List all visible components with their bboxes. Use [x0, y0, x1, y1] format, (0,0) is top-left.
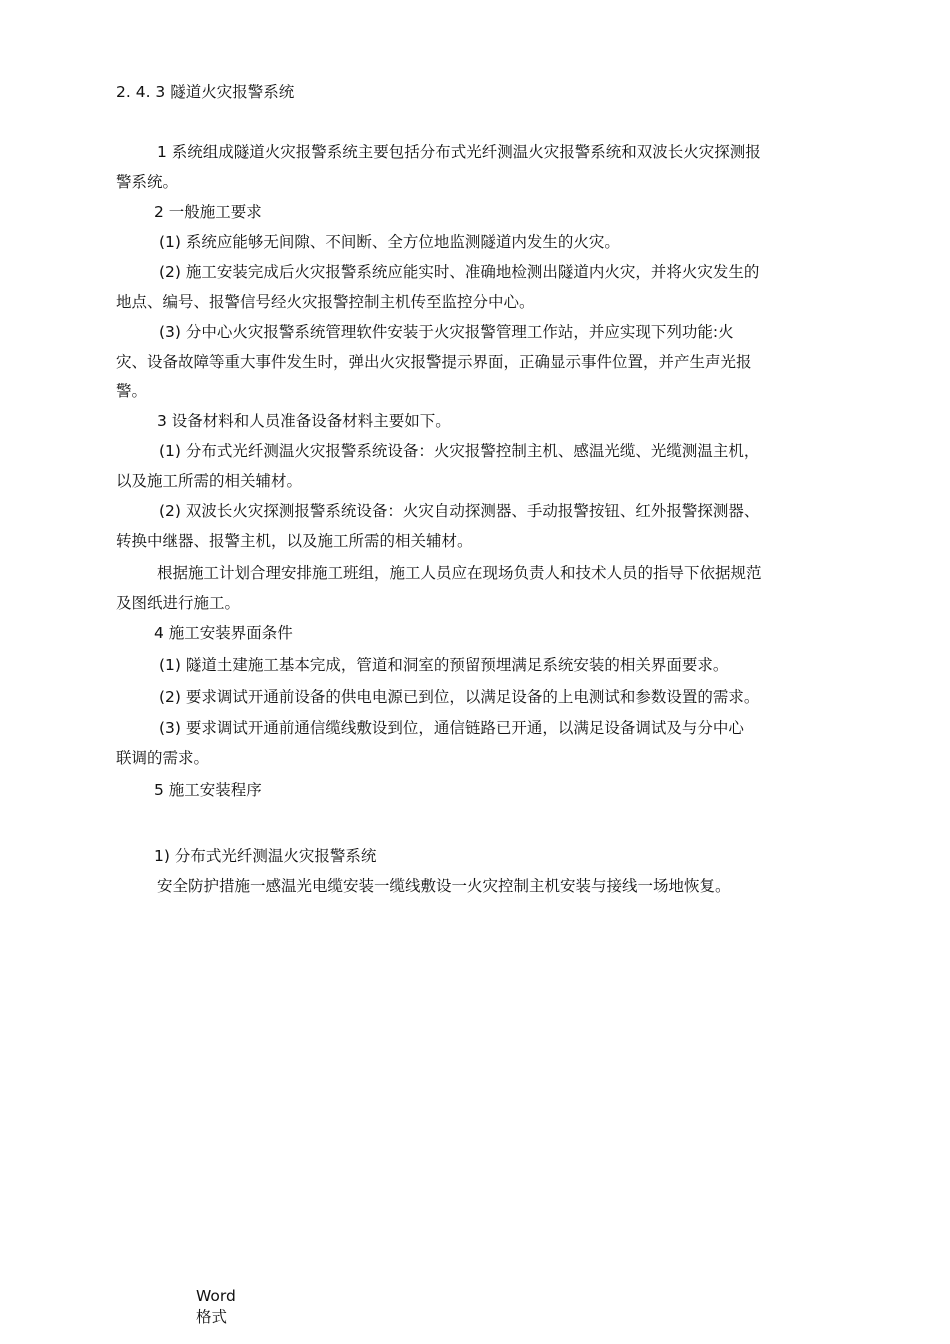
footer-label: Word 格式 [196, 1287, 236, 1326]
paragraph-line: 安全防护措施一感温光电缆安装一缆线敷设一火灾控制主机安装与接线一场地恢复。 [157, 877, 731, 895]
list-item: (2) 双波长火灾探测报警系统设备：火灾自动探测器、手动报警按钮、红外报警探测器、 [159, 502, 760, 520]
list-item: (2) 施工安装完成后火灾报警系统应能实时、准确地检测出隧道内火灾，并将火灾发生的 [159, 263, 760, 281]
list-item: (3) 要求调试开通前通信缆线敷设到位，通信链路已开通，以满足设备调试及与分中心 [159, 719, 744, 737]
list-item: (3) 分中心火灾报警系统管理软件安装于火灾报警管理工作站，并应实现下列功能:火 [159, 323, 734, 341]
paragraph-line: 及图纸进行施工。 [116, 594, 241, 612]
paragraph-line: 1 系统组成隧道火灾报警系统主要包括分布式光纤测温火灾报警系统和双波长火灾探测报 [157, 143, 761, 161]
paragraph-line: 警。 [116, 382, 148, 400]
list-item: (1) 系统应能够无间隙、不间断、全方位地监测隧道内发生的火灾。 [159, 233, 620, 251]
paragraph-line: 以及施工所需的相关辅材。 [116, 472, 303, 490]
list-item: 1) 分布式光纤测温火灾报警系统 [154, 847, 377, 865]
subsection-heading: 3 设备材料和人员准备设备材料主要如下。 [157, 412, 451, 430]
paragraph-line: 地点、编号、报警信号经火灾报警控制主机传至监控分中心。 [116, 293, 535, 311]
paragraph-line: 警系统。 [116, 173, 179, 191]
paragraph-line: 转换中继器、报警主机，以及施工所需的相关辅材。 [116, 532, 473, 550]
list-item: (2) 要求调试开通前设备的供电电源已到位，以满足设备的上电测试和参数设置的需求。 [159, 688, 760, 706]
paragraph-line: 灾、设备故障等重大事件发生时，弹出火灾报警提示界面，正确显示事件位置，并产生声光报 [116, 353, 752, 371]
list-item: (1) 隧道土建施工基本完成，管道和洞室的预留预埋满足系统安装的相关界面要求。 [159, 656, 729, 674]
paragraph-line: 联调的需求。 [116, 749, 210, 767]
subsection-heading: 5 施工安装程序 [154, 781, 262, 799]
subsection-heading: 4 施工安装界面条件 [154, 624, 293, 642]
paragraph-line: 根据施工计划合理安排施工班组，施工人员应在现场负责人和技术人员的指导下依据规范 [157, 564, 762, 582]
list-item: (1) 分布式光纤测温火灾报警系统设备：火灾报警控制主机、感温光缆、光缆测温主机， [159, 442, 760, 460]
subsection-heading: 2 一般施工要求 [154, 203, 262, 221]
section-heading: 2. 4. 3 隧道火灾报警系统 [116, 83, 295, 101]
